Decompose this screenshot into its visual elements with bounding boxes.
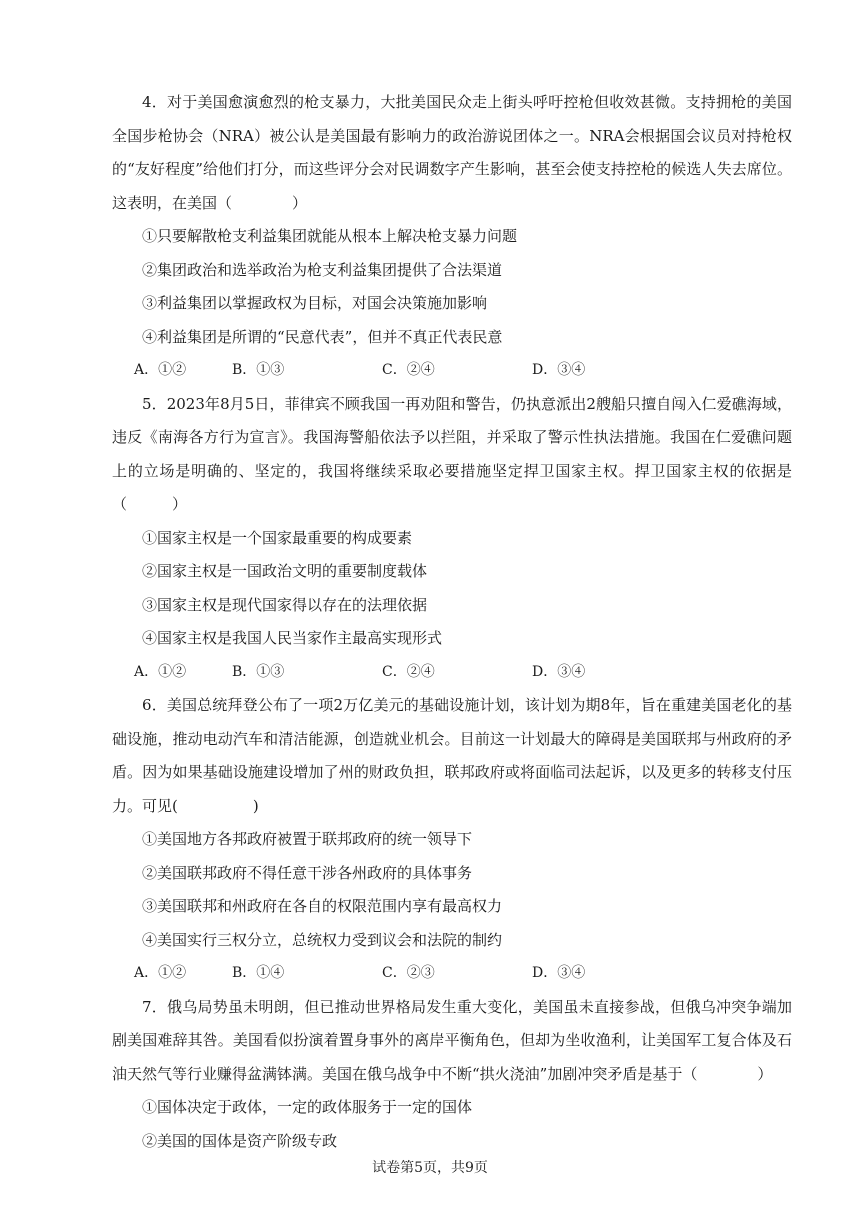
- choice-c: C．②④: [382, 663, 435, 680]
- answer-choices: [112, 354, 792, 388]
- choice-d: D．③④: [532, 362, 586, 378]
- statement-option: ④美国实行三权分立，总统权力受到议会和法院的制约: [142, 930, 503, 949]
- statement-option: ①只要解散枪支利益集团就能从根本上解决枪支暴力问题: [142, 227, 518, 245]
- answer-choices: [112, 957, 792, 991]
- choice-a: A．①②: [134, 362, 187, 378]
- question-6: [112, 689, 792, 991]
- question-stem: 4．对于美国愈演愈烈的枪支暴力，大批美国民众走上街头呼吁控枪但收效甚微。支持拥枪的美国全国步枪协会（NRA）被公认是美国最有影响力的政治游说团体之一。NRA会根据国会议员对持枪权的“友好程度”给他们打分，而这些评分会对民调数字产生影响，甚至会使支持控枪的候选人失去席位。这表明，在美国（ ）: [112, 93, 792, 212]
- answer-choices: [112, 656, 792, 690]
- question-stem: 6．美国总统拜登公布了一项2万亿美元的基础设施计划，该计划为期8年，旨在重建美国老化的基础设施，推动电动汽车和清洁能源，创造就业机会。目前这一计划最大的障碍是美国联邦与州政府的矛盾。因为如果基础设施建设增加了州的财政负担，联邦政府或将面临司法起诉，以及更多的转移支付压力。可见( ): [112, 696, 792, 815]
- statement-option: ②美国的国体是资产阶级专政: [142, 1131, 338, 1150]
- statement-option: ②国家主权是一国政治文明的重要制度载体: [142, 562, 428, 580]
- choice-a: A．①②: [134, 965, 187, 981]
- statement-option: ③利益集团以掌握政权为目标，对国会决策施加影响: [142, 294, 488, 312]
- question-4: [112, 86, 792, 388]
- statement-option: ④国家主权是我国人民当家作主最高实现形式: [142, 629, 443, 647]
- question-list: [112, 86, 792, 1158]
- statement-option: ②美国联邦政府不得任意干涉各州政府的具体事务: [142, 863, 473, 882]
- choice-d: D．③④: [532, 663, 586, 680]
- statement-option: ①国体决定于政体，一定的政体服务于一定的国体: [142, 1098, 473, 1116]
- question-7: [112, 991, 792, 1159]
- statement-option: ①国家主权是一个国家最重要的构成要素: [142, 528, 413, 547]
- choice-b: B．①③: [232, 362, 285, 378]
- statement-option: ④利益集团是所谓的“民意代表”，但并不真正代表民意: [142, 327, 503, 346]
- choice-d: D．③④: [532, 965, 586, 981]
- choice-c: C．②④: [382, 362, 435, 378]
- question-5: [112, 388, 792, 690]
- statement-option: ②集团政治和选举政治为枪支利益集团提供了合法渠道: [142, 260, 503, 279]
- choice-c: C．②③: [382, 965, 435, 981]
- choice-b: B．①④: [232, 965, 285, 981]
- page-footer: 试卷第5页，共9页: [372, 1160, 488, 1176]
- question-stem: 7．俄乌局势虽未明朗，但已推动世界格局发生重大变化，美国虽未直接参战，但俄乌冲突争端加剧美国难辞其咎。美国看似扮演着置身事外的离岸平衡角色，但却为坐收渔利，让美国军工复合体及石油天然气等行业赚得盆满钵满。美国在俄乌战争中不断“拱火浇油”加剧冲突矛盾是基于（ ）: [112, 997, 792, 1083]
- statement-option: ①美国地方各邦政府被置于联邦政府的统一领导下: [142, 830, 473, 848]
- choice-a: A．①②: [134, 663, 187, 680]
- question-stem: 5．2023年8月5日，菲律宾不顾我国一再劝阻和警告，仍执意派出2艘船只擅自闯入仁爱礁海域，违反《南海各方行为宣言》。我国海警船依法予以拦阻，并采取了警示性执法措施。我国在仁爱礁问题上的立场是明确的、坚定的，我国将继续采取必要措施坚定捍卫国家主权。捍卫国家主权的依据是（ ）: [112, 394, 792, 513]
- statement-option: ③国家主权是现代国家得以存在的法理依据: [142, 595, 428, 614]
- statement-option: ③美国联邦和州政府在各自的权限范围内享有最高权力: [142, 897, 503, 915]
- choice-b: B．①③: [232, 663, 285, 680]
